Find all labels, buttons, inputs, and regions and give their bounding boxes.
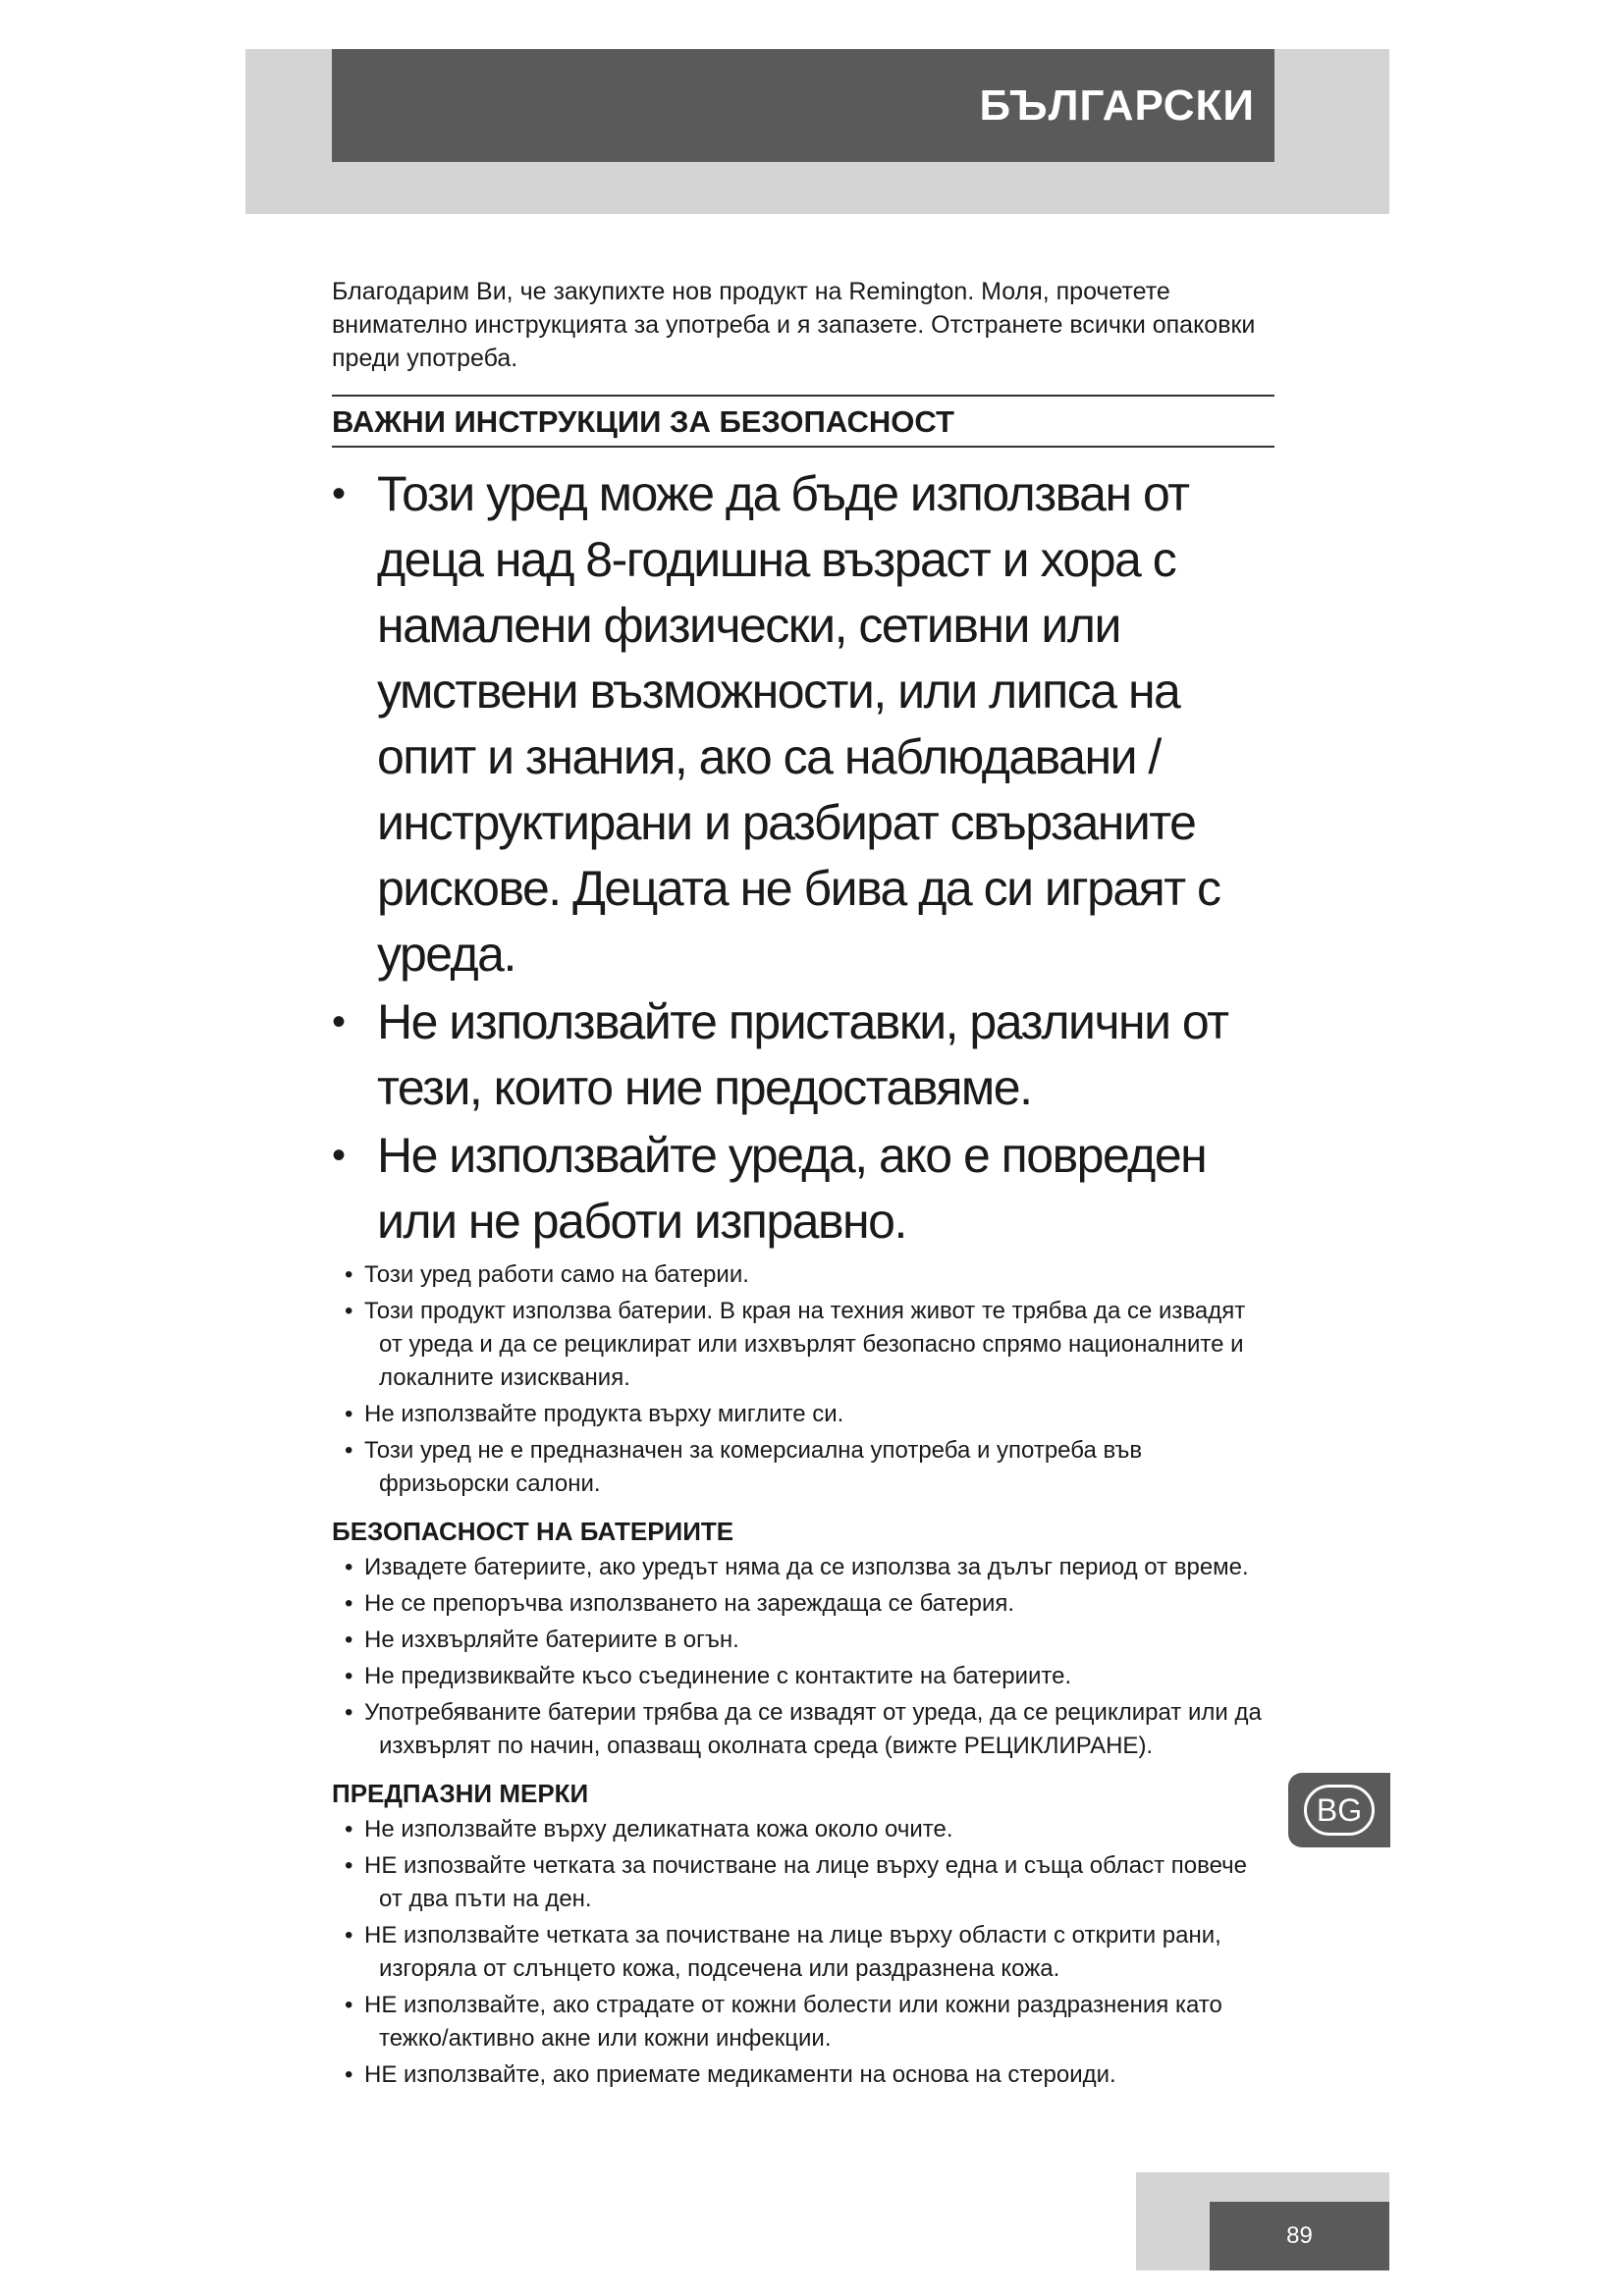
safety-heading: ВАЖНИ ИНСТРУКЦИИ ЗА БЕЗОПАСНОСТ (332, 395, 1274, 448)
battery-heading: БЕЗОПАСНОСТ НА БАТЕРИИТЕ (332, 1517, 734, 1546)
page-content (332, 275, 1274, 2095)
precautions-list (332, 1813, 1274, 2092)
list-item: • НЕ използвайте, ако приемате медикаменти на основа на стероиди. (345, 2061, 1116, 2088)
list-item: • Този продукт използва батерии. В края на техния живот те трябва да се извадят от уреда и да се рециклират или изхвърлят безопасно спрямо националните и локалните изисквания. (345, 1298, 1246, 1391)
safety-big-item: • Не използвайте уреда, ако е повреден или не работи изправно. (332, 1123, 1274, 1255)
language-title: БЪЛГАРСКИ (979, 80, 1255, 130)
list-item: • Този уред работи само на батерии. (345, 1261, 749, 1288)
safety-big-list (332, 461, 1274, 1255)
page-number: 89 (1210, 2202, 1389, 2270)
battery-list (332, 1551, 1274, 1763)
safety-big-item: • Този уред може да бъде използван от деца над 8-годишна възраст и хора с намалени физически, сетивни или умствени възможности, или липса на опит и знания, ако са наблюдавани /инструктирани и разбират свързаните рискове. Децата не бива да си играят с уреда. (332, 461, 1274, 988)
list-item: • Не предизвиквайте късо съединение с контактите на батериите. (345, 1663, 1072, 1689)
list-item: • Не се препоръчва използването на зареждаща се батерия. (345, 1590, 1015, 1617)
header-bar (332, 49, 1274, 162)
list-item: • Не използвайте върху деликатната кожа около очите. (345, 1816, 953, 1842)
list-item: • Извадете батериите, ако уредът няма да се използва за дълъг период от време. (345, 1554, 1249, 1580)
list-item: • Употребяваните батерии трябва да се извадят от уреда, да се рециклират или да изхвърлят по начин, опазващ околната среда (вижте РЕЦИКЛИРАНЕ). (345, 1699, 1262, 1759)
precautions-heading: ПРЕДПАЗНИ МЕРКИ (332, 1779, 589, 1808)
list-item: • Не използвайте продукта върху миглите си. (345, 1401, 844, 1427)
list-item: • Този уред не е предназначен за комерсиална употреба и употреба във фризьорски салони. (345, 1437, 1143, 1497)
language-badge-label: BG (1304, 1785, 1375, 1836)
list-item: • НЕ използвайте, ако страдате от кожни болести или кожни раздразнения като тежко/активно акне или кожни инфекции. (345, 1992, 1222, 2052)
language-badge (1288, 1773, 1390, 1847)
list-item: • Не изхвърляйте батериите в огън. (345, 1627, 739, 1653)
list-item: • НЕ използвайте четката за почистване на лице върху области с открити рани, изгоряла от слънцето кожа, подсечена или раздразнена кожа. (345, 1922, 1221, 1982)
list-item: • НЕ изпозвайте четката за почистване на лице върху една и съща област повече от два пъти на ден. (345, 1852, 1247, 1912)
safety-list (332, 1258, 1274, 1501)
safety-big-item: • Не използвайте приставки, различни от тези, които ние предоставяме. (332, 989, 1274, 1121)
intro-paragraph: Благодарим Ви, че закупихте нов продукт на Remington. Моля, прочетете внимателно инструкцията за употреба и я запазете. Отстранете всички опаковки преди употреба. (332, 278, 1256, 372)
